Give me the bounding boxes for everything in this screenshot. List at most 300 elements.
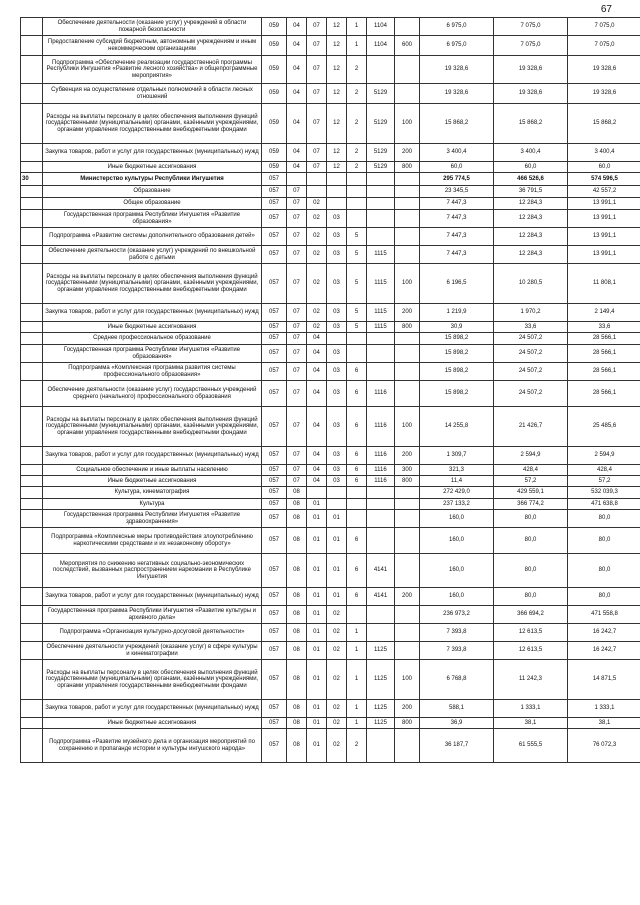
row-number-cell — [21, 333, 43, 345]
program-code-cell: 03 — [327, 476, 347, 487]
subsection-code-cell: 02 — [307, 322, 327, 333]
expense-type-code-cell — [395, 528, 420, 554]
subprogram-code-cell: 6 — [347, 554, 367, 588]
subprogram-code-cell: 5 — [347, 304, 367, 322]
amount-cell-year-2: 24 507,2 — [494, 333, 568, 345]
admin-code-cell: 057 — [262, 345, 287, 363]
section-code-cell: 08 — [287, 487, 307, 499]
subprogram-code-cell: 1 — [347, 660, 367, 700]
expense-type-code-cell — [395, 345, 420, 363]
target-code-cell: 1125 — [367, 718, 395, 729]
subsection-code-cell: 04 — [307, 345, 327, 363]
row-number-cell: 30 — [21, 173, 43, 186]
expense-type-code-cell — [395, 84, 420, 104]
amount-cell-year-3: 2 149,4 — [568, 304, 640, 322]
program-code-cell: 02 — [327, 718, 347, 729]
amount-cell-year-3: 15 868,2 — [568, 104, 640, 144]
amount-cell-year-1: 15 898,2 — [420, 363, 494, 381]
program-code-cell: 02 — [327, 729, 347, 763]
subprogram-code-cell — [347, 186, 367, 198]
admin-code-cell: 057 — [262, 660, 287, 700]
program-code-cell: 12 — [327, 36, 347, 56]
subsection-code-cell: 01 — [307, 718, 327, 729]
program-code-cell: 03 — [327, 345, 347, 363]
amount-cell-year-1: 6 196,5 — [420, 264, 494, 304]
section-code-cell: 04 — [287, 104, 307, 144]
subsection-code-cell: 01 — [307, 588, 327, 606]
target-code-cell — [367, 487, 395, 499]
table-row — [21, 173, 640, 186]
subprogram-code-cell: 6 — [347, 476, 367, 487]
row-number-cell — [21, 381, 43, 407]
amount-cell-year-3: 7 075,0 — [568, 18, 640, 36]
admin-code-cell: 057 — [262, 606, 287, 624]
section-code-cell: 08 — [287, 624, 307, 642]
table-row — [21, 606, 640, 624]
section-code-cell: 08 — [287, 510, 307, 528]
amount-cell-year-1: 6 768,8 — [420, 660, 494, 700]
program-code-cell: 03 — [327, 210, 347, 228]
row-number-cell — [21, 510, 43, 528]
admin-code-cell: 057 — [262, 729, 287, 763]
table-row — [21, 510, 640, 528]
amount-cell-year-2: 1 970,2 — [494, 304, 568, 322]
row-name-cell: Закупка товаров, работ и услуг для государственных (муниципальных) нужд — [43, 304, 262, 322]
amount-cell-year-2: 3 400,4 — [494, 144, 568, 162]
target-code-cell: 4141 — [367, 588, 395, 606]
target-code-cell: 1125 — [367, 700, 395, 718]
admin-code-cell: 057 — [262, 186, 287, 198]
admin-code-cell: 057 — [262, 322, 287, 333]
amount-cell-year-1: 19 328,6 — [420, 84, 494, 104]
program-code-cell — [327, 333, 347, 345]
program-code-cell: 02 — [327, 660, 347, 700]
expense-type-code-cell: 800 — [395, 718, 420, 729]
amount-cell-year-1: 1 219,9 — [420, 304, 494, 322]
target-code-cell — [367, 363, 395, 381]
row-number-cell — [21, 264, 43, 304]
row-name-cell: Иные бюджетные ассигнования — [43, 718, 262, 729]
program-code-cell: 03 — [327, 228, 347, 246]
amount-cell-year-2: 36 791,5 — [494, 186, 568, 198]
section-code-cell: 08 — [287, 554, 307, 588]
subprogram-code-cell: 2 — [347, 84, 367, 104]
admin-code-cell: 057 — [262, 381, 287, 407]
amount-cell-year-2: 80,0 — [494, 588, 568, 606]
subprogram-code-cell: 1 — [347, 624, 367, 642]
table-row — [21, 246, 640, 264]
row-number-cell — [21, 700, 43, 718]
expense-type-code-cell: 200 — [395, 144, 420, 162]
section-code-cell: 07 — [287, 246, 307, 264]
row-name-cell: Государственная программа Республики Ингушетия «Развитие образования» — [43, 345, 262, 363]
subprogram-code-cell: 6 — [347, 407, 367, 447]
amount-cell-year-2: 38,1 — [494, 718, 568, 729]
budget-table — [20, 17, 640, 763]
row-number-cell — [21, 528, 43, 554]
program-code-cell: 12 — [327, 104, 347, 144]
program-code-cell: 03 — [327, 363, 347, 381]
row-number-cell — [21, 186, 43, 198]
expense-type-code-cell — [395, 56, 420, 84]
amount-cell-year-1: 23 345,5 — [420, 186, 494, 198]
program-code-cell: 03 — [327, 304, 347, 322]
row-number-cell — [21, 56, 43, 84]
section-code-cell: 07 — [287, 210, 307, 228]
amount-cell-year-3: 28 566,1 — [568, 363, 640, 381]
target-code-cell: 1104 — [367, 18, 395, 36]
subprogram-code-cell: 2 — [347, 56, 367, 84]
amount-cell-year-2: 80,0 — [494, 554, 568, 588]
subsection-code-cell: 04 — [307, 476, 327, 487]
section-code-cell: 04 — [287, 56, 307, 84]
amount-cell-year-1: 7 447,3 — [420, 228, 494, 246]
row-number-cell — [21, 345, 43, 363]
table-row — [21, 162, 640, 173]
table-row — [21, 264, 640, 304]
amount-cell-year-3: 471 558,8 — [568, 606, 640, 624]
subprogram-code-cell — [347, 487, 367, 499]
section-code-cell: 08 — [287, 606, 307, 624]
row-number-cell — [21, 36, 43, 56]
subsection-code-cell: 01 — [307, 510, 327, 528]
program-code-cell: 12 — [327, 18, 347, 36]
subsection-code-cell — [307, 487, 327, 499]
amount-cell-year-3: 28 566,1 — [568, 381, 640, 407]
table-row — [21, 447, 640, 465]
table-row — [21, 528, 640, 554]
amount-cell-year-1: 237 133,2 — [420, 499, 494, 510]
amount-cell-year-3: 80,0 — [568, 588, 640, 606]
target-code-cell — [367, 186, 395, 198]
amount-cell-year-3: 38,1 — [568, 718, 640, 729]
row-name-cell: Обеспечение деятельности (оказание услуг) учреждений по внешкольной работе с детьми — [43, 246, 262, 264]
program-code-cell: 02 — [327, 606, 347, 624]
table-row — [21, 186, 640, 198]
amount-cell-year-1: 36 187,7 — [420, 729, 494, 763]
expense-type-code-cell: 100 — [395, 104, 420, 144]
row-name-cell: Обеспечение деятельности (оказание услуг) учреждений в области пожарной безопасности — [43, 18, 262, 36]
amount-cell-year-2: 80,0 — [494, 510, 568, 528]
amount-cell-year-3: 80,0 — [568, 510, 640, 528]
admin-code-cell: 057 — [262, 554, 287, 588]
admin-code-cell: 057 — [262, 363, 287, 381]
target-code-cell: 1115 — [367, 322, 395, 333]
admin-code-cell: 059 — [262, 36, 287, 56]
admin-code-cell: 057 — [262, 700, 287, 718]
subprogram-code-cell — [347, 333, 367, 345]
row-number-cell — [21, 606, 43, 624]
expense-type-code-cell: 800 — [395, 476, 420, 487]
amount-cell-year-3: 13 991,1 — [568, 210, 640, 228]
expense-type-code-cell: 100 — [395, 407, 420, 447]
program-code-cell: 03 — [327, 322, 347, 333]
amount-cell-year-3: 471 638,8 — [568, 499, 640, 510]
program-code-cell: 03 — [327, 407, 347, 447]
program-code-cell: 03 — [327, 447, 347, 465]
subprogram-code-cell: 1 — [347, 642, 367, 660]
subsection-code-cell: 01 — [307, 729, 327, 763]
admin-code-cell: 059 — [262, 84, 287, 104]
row-number-cell — [21, 588, 43, 606]
program-code-cell: 02 — [327, 700, 347, 718]
table-row — [21, 18, 640, 36]
row-name-cell: Мероприятия по снижению негативных социально-экономических последствий, вызванных распространением наркомании в Республике Ингушетия — [43, 554, 262, 588]
amount-cell-year-1: 7 447,3 — [420, 210, 494, 228]
amount-cell-year-1: 7 447,3 — [420, 246, 494, 264]
subprogram-code-cell — [347, 198, 367, 210]
table-row — [21, 198, 640, 210]
row-number-cell — [21, 476, 43, 487]
program-code-cell — [327, 173, 347, 186]
subsection-code-cell: 01 — [307, 528, 327, 554]
table-row — [21, 700, 640, 718]
subsection-code-cell: 07 — [307, 104, 327, 144]
section-code-cell: 04 — [287, 84, 307, 104]
row-name-cell: Закупка товаров, работ и услуг для государственных (муниципальных) нужд — [43, 447, 262, 465]
row-name-cell: Закупка товаров, работ и услуг для государственных (муниципальных) нужд — [43, 588, 262, 606]
table-row — [21, 56, 640, 84]
amount-cell-year-3: 60,0 — [568, 162, 640, 173]
target-code-cell — [367, 345, 395, 363]
row-number-cell — [21, 104, 43, 144]
row-name-cell: Культура — [43, 499, 262, 510]
row-name-cell: Социальное обеспечение и иные выплаты населению — [43, 465, 262, 476]
amount-cell-year-2: 24 507,2 — [494, 345, 568, 363]
row-name-cell: Подпрограмма «Организация культурно-досуговой деятельности» — [43, 624, 262, 642]
subsection-code-cell: 01 — [307, 700, 327, 718]
table-row — [21, 718, 640, 729]
admin-code-cell: 059 — [262, 18, 287, 36]
section-code-cell: 07 — [287, 322, 307, 333]
subsection-code-cell: 04 — [307, 447, 327, 465]
program-code-cell — [327, 487, 347, 499]
admin-code-cell: 057 — [262, 499, 287, 510]
row-name-cell: Культура, кинематография — [43, 487, 262, 499]
target-code-cell: 5129 — [367, 144, 395, 162]
amount-cell-year-3: 13 991,1 — [568, 246, 640, 264]
subsection-code-cell: 01 — [307, 642, 327, 660]
section-code-cell: 07 — [287, 228, 307, 246]
target-code-cell — [367, 210, 395, 228]
row-number-cell — [21, 18, 43, 36]
admin-code-cell: 059 — [262, 56, 287, 84]
row-name-cell: Расходы на выплаты персоналу в целях обеспечения выполнения функций государственными (муниципальными) органами, казёнными учреждениями, органами управления государственными внебюджетными фондами — [43, 264, 262, 304]
subprogram-code-cell: 6 — [347, 528, 367, 554]
expense-type-code-cell — [395, 554, 420, 588]
row-name-cell: Расходы на выплаты персоналу в целях обеспечения выполнения функций государственными (муниципальными) органами, казёнными учреждениями, органами управления государственными внебюджетными фондами — [43, 660, 262, 700]
expense-type-code-cell — [395, 246, 420, 264]
subprogram-code-cell: 2 — [347, 729, 367, 763]
row-number-cell — [21, 487, 43, 499]
amount-cell-year-1: 295 774,5 — [420, 173, 494, 186]
admin-code-cell: 057 — [262, 407, 287, 447]
row-name-cell: Государственная программа Республики Ингушетия «Развитие образования» — [43, 210, 262, 228]
target-code-cell — [367, 624, 395, 642]
program-code-cell: 12 — [327, 84, 347, 104]
amount-cell-year-3: 33,6 — [568, 322, 640, 333]
row-number-cell — [21, 624, 43, 642]
row-name-cell: Обеспечение деятельности (оказание услуг) государственных учреждений среднего (начального) профессионального образования — [43, 381, 262, 407]
amount-cell-year-2: 12 613,5 — [494, 624, 568, 642]
amount-cell-year-3: 28 566,1 — [568, 345, 640, 363]
section-code-cell: 08 — [287, 660, 307, 700]
amount-cell-year-3: 3 400,4 — [568, 144, 640, 162]
amount-cell-year-1: 6 975,0 — [420, 36, 494, 56]
subsection-code-cell: 01 — [307, 606, 327, 624]
subprogram-code-cell: 6 — [347, 381, 367, 407]
target-code-cell — [367, 333, 395, 345]
expense-type-code-cell — [395, 642, 420, 660]
subprogram-code-cell: 1 — [347, 718, 367, 729]
subsection-code-cell — [307, 173, 327, 186]
page-number: 67 — [600, 4, 612, 15]
table-row — [21, 476, 640, 487]
subprogram-code-cell: 6 — [347, 588, 367, 606]
expense-type-code-cell: 200 — [395, 588, 420, 606]
subprogram-code-cell — [347, 606, 367, 624]
section-code-cell: 07 — [287, 345, 307, 363]
table-row — [21, 210, 640, 228]
amount-cell-year-2: 1 333,1 — [494, 700, 568, 718]
row-number-cell — [21, 363, 43, 381]
table-row — [21, 642, 640, 660]
expense-type-code-cell — [395, 186, 420, 198]
program-code-cell: 01 — [327, 554, 347, 588]
amount-cell-year-2: 429 559,1 — [494, 487, 568, 499]
row-number-cell — [21, 465, 43, 476]
expense-type-code-cell: 200 — [395, 447, 420, 465]
target-code-cell — [367, 729, 395, 763]
program-code-cell: 01 — [327, 588, 347, 606]
target-code-cell: 5129 — [367, 162, 395, 173]
row-number-cell — [21, 447, 43, 465]
amount-cell-year-2: 12 284,3 — [494, 246, 568, 264]
amount-cell-year-1: 11,4 — [420, 476, 494, 487]
amount-cell-year-2: 366 694,2 — [494, 606, 568, 624]
table-row — [21, 304, 640, 322]
table-row — [21, 363, 640, 381]
expense-type-code-cell — [395, 210, 420, 228]
admin-code-cell: 057 — [262, 333, 287, 345]
row-name-cell: Закупка товаров, работ и услуг для государственных (муниципальных) нужд — [43, 700, 262, 718]
subprogram-code-cell — [347, 499, 367, 510]
subsection-code-cell: 07 — [307, 36, 327, 56]
row-name-cell: Иные бюджетные ассигнования — [43, 322, 262, 333]
amount-cell-year-1: 1 309,7 — [420, 447, 494, 465]
admin-code-cell: 059 — [262, 104, 287, 144]
section-code-cell: 07 — [287, 447, 307, 465]
row-name-cell: Общее образование — [43, 198, 262, 210]
section-code-cell: 07 — [287, 363, 307, 381]
amount-cell-year-2: 428,4 — [494, 465, 568, 476]
amount-cell-year-2: 24 507,2 — [494, 363, 568, 381]
subprogram-code-cell: 5 — [347, 322, 367, 333]
row-number-cell — [21, 718, 43, 729]
expense-type-code-cell: 200 — [395, 700, 420, 718]
admin-code-cell: 057 — [262, 198, 287, 210]
amount-cell-year-2: 19 328,6 — [494, 56, 568, 84]
expense-type-code-cell — [395, 333, 420, 345]
amount-cell-year-2: 7 075,0 — [494, 18, 568, 36]
amount-cell-year-3: 14 871,5 — [568, 660, 640, 700]
amount-cell-year-1: 588,1 — [420, 700, 494, 718]
admin-code-cell: 057 — [262, 588, 287, 606]
row-name-cell: Государственная программа Республики Ингушетия «Развитие культуры и архивного дела» — [43, 606, 262, 624]
section-code-cell: 08 — [287, 588, 307, 606]
row-number-cell — [21, 554, 43, 588]
subsection-code-cell: 07 — [307, 18, 327, 36]
admin-code-cell: 057 — [262, 528, 287, 554]
amount-cell-year-1: 160,0 — [420, 588, 494, 606]
table-row — [21, 465, 640, 476]
expense-type-code-cell — [395, 729, 420, 763]
row-name-cell: Подпрограмма «Комплексная программа развития системы профессионального образования» — [43, 363, 262, 381]
row-name-cell: Расходы на выплаты персоналу в целях обеспечения выполнения функций государственными (муниципальными) органами, казёнными учреждениями, органами управления государственными внебюджетными фондами — [43, 407, 262, 447]
subsection-code-cell: 07 — [307, 84, 327, 104]
amount-cell-year-3: 428,4 — [568, 465, 640, 476]
row-number-cell — [21, 246, 43, 264]
amount-cell-year-2: 12 284,3 — [494, 198, 568, 210]
amount-cell-year-2: 366 774,2 — [494, 499, 568, 510]
target-code-cell: 1116 — [367, 465, 395, 476]
amount-cell-year-3: 1 333,1 — [568, 700, 640, 718]
expense-type-code-cell: 800 — [395, 162, 420, 173]
amount-cell-year-3: 76 072,3 — [568, 729, 640, 763]
program-code-cell: 03 — [327, 264, 347, 304]
admin-code-cell: 057 — [262, 624, 287, 642]
table-row — [21, 144, 640, 162]
admin-code-cell: 057 — [262, 642, 287, 660]
target-code-cell: 1125 — [367, 660, 395, 700]
amount-cell-year-2: 33,6 — [494, 322, 568, 333]
amount-cell-year-2: 15 868,2 — [494, 104, 568, 144]
amount-cell-year-2: 57,2 — [494, 476, 568, 487]
amount-cell-year-2: 2 594,9 — [494, 447, 568, 465]
amount-cell-year-3: 28 566,1 — [568, 333, 640, 345]
amount-cell-year-3: 16 242,7 — [568, 624, 640, 642]
table-row — [21, 407, 640, 447]
amount-cell-year-1: 60,0 — [420, 162, 494, 173]
row-name-cell: Иные бюджетные ассигнования — [43, 476, 262, 487]
expense-type-code-cell: 800 — [395, 322, 420, 333]
expense-type-code-cell — [395, 363, 420, 381]
section-code-cell: 07 — [287, 381, 307, 407]
admin-code-cell: 057 — [262, 476, 287, 487]
subsection-code-cell: 07 — [307, 162, 327, 173]
amount-cell-year-2: 10 280,5 — [494, 264, 568, 304]
amount-cell-year-1: 6 975,0 — [420, 18, 494, 36]
section-code-cell: 04 — [287, 144, 307, 162]
expense-type-code-cell: 300 — [395, 465, 420, 476]
amount-cell-year-1: 36,9 — [420, 718, 494, 729]
row-name-cell: Подпрограмма «Комплексные меры противодействия злоупотреблению наркотическими средствами и их незаконному обороту» — [43, 528, 262, 554]
amount-cell-year-1: 15 898,2 — [420, 333, 494, 345]
program-code-cell: 12 — [327, 144, 347, 162]
subprogram-code-cell: 1 — [347, 36, 367, 56]
table-row — [21, 588, 640, 606]
target-code-cell: 4141 — [367, 554, 395, 588]
subprogram-code-cell: 6 — [347, 363, 367, 381]
amount-cell-year-1: 15 898,2 — [420, 381, 494, 407]
row-number-cell — [21, 660, 43, 700]
admin-code-cell: 057 — [262, 210, 287, 228]
expense-type-code-cell: 100 — [395, 264, 420, 304]
expense-type-code-cell — [395, 18, 420, 36]
subprogram-code-cell — [347, 510, 367, 528]
row-name-cell: Министерство культуры Республики Ингушетия — [43, 173, 262, 186]
table-row — [21, 104, 640, 144]
